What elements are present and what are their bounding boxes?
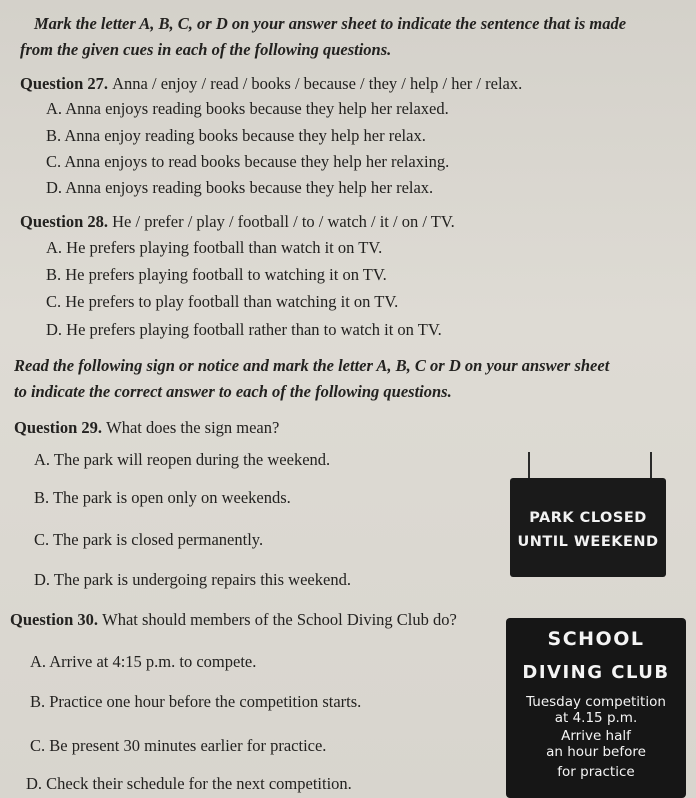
q27-option-a[interactable]: A. Anna enjoys reading books because they help her relaxed. — [46, 99, 449, 118]
club-sign-line-5: for practice — [557, 764, 635, 780]
q27-option-c[interactable]: C. Anna enjoys to read books because they help her relaxing. — [46, 152, 450, 171]
q29-option-a[interactable]: A. The park will reopen during the weekend. — [34, 450, 331, 469]
question-29-number: Question 29. — [14, 418, 103, 437]
club-sign-line-2: at 4.15 p.m. — [554, 710, 638, 726]
q28-option-d[interactable]: D. He prefers playing football rather than to watch it on TV. — [46, 320, 442, 339]
q30-option-a[interactable]: A. Arrive at 4:15 p.m. to compete. — [30, 652, 257, 671]
q29-option-d[interactable]: D. The park is undergoing repairs this weekend. — [34, 570, 351, 589]
question-28-number: Question 28. — [20, 212, 109, 231]
question-30-heading — [10, 610, 457, 630]
question-30-number: Question 30. — [10, 610, 99, 629]
park-sign-line-2: UNTIL WEEKEND — [517, 534, 659, 550]
q28-option-c[interactable]: C. He prefers to play football than watching it on TV. — [46, 292, 399, 311]
club-sign-title-1: SCHOOL — [547, 628, 645, 650]
park-sign-line-1: PARK CLOSED — [529, 510, 647, 526]
question-28-heading — [20, 212, 455, 232]
q27-option-b[interactable]: B. Anna enjoy reading books because they help her relax. — [46, 126, 426, 145]
club-sign-line-3: Arrive half — [561, 728, 631, 744]
q30-option-b[interactable]: B. Practice one hour before the competition starts. — [30, 692, 362, 711]
club-sign-line-4: an hour before — [546, 744, 646, 760]
instructions-line-1: Mark the letter A, B, C, or D on your answer sheet to indicate the sentence that is made — [34, 14, 627, 33]
q28-option-a[interactable]: A. He prefers playing football than watch it on TV. — [46, 238, 383, 257]
instructions2-line-2: to indicate the correct answer to each of the following questions. — [14, 382, 452, 401]
question-27-heading — [20, 74, 522, 94]
question-29-text: What does the sign mean? — [106, 418, 280, 437]
q30-option-c[interactable]: C. Be present 30 minutes earlier for practice. — [30, 736, 327, 755]
question-29-heading — [14, 418, 279, 438]
q30-option-d[interactable]: D. Check their schedule for the next competition. — [26, 774, 352, 793]
instructions2-line-1: Read the following sign or notice and mark the letter A, B, C or D on your answer sheet — [14, 356, 610, 375]
sign-post-right — [650, 452, 652, 480]
question-28-cue: He / prefer / play / football / to / watch / it / on / TV. — [112, 212, 455, 231]
q28-option-b[interactable]: B. He prefers playing football to watching it on TV. — [46, 265, 387, 284]
q29-option-c[interactable]: C. The park is closed permanently. — [34, 530, 264, 549]
instructions-line-2: from the given cues in each of the following questions. — [20, 40, 392, 59]
question-27-number: Question 27. — [20, 74, 109, 93]
diving-club-sign — [506, 618, 686, 798]
club-sign-title-2: DIVING CLUB — [522, 662, 670, 683]
question-30-text: What should members of the School Diving Club do? — [102, 610, 457, 629]
q29-option-b[interactable]: B. The park is open only on weekends. — [34, 488, 291, 507]
park-closed-sign — [510, 478, 666, 577]
question-27-cue: Anna / enjoy / read / books / because / they / help / her / relax. — [112, 74, 523, 93]
q27-option-d[interactable]: D. Anna enjoys reading books because they help her relax. — [46, 178, 434, 197]
club-sign-line-1: Tuesday competition — [526, 694, 666, 710]
sign-post-left — [528, 452, 530, 480]
